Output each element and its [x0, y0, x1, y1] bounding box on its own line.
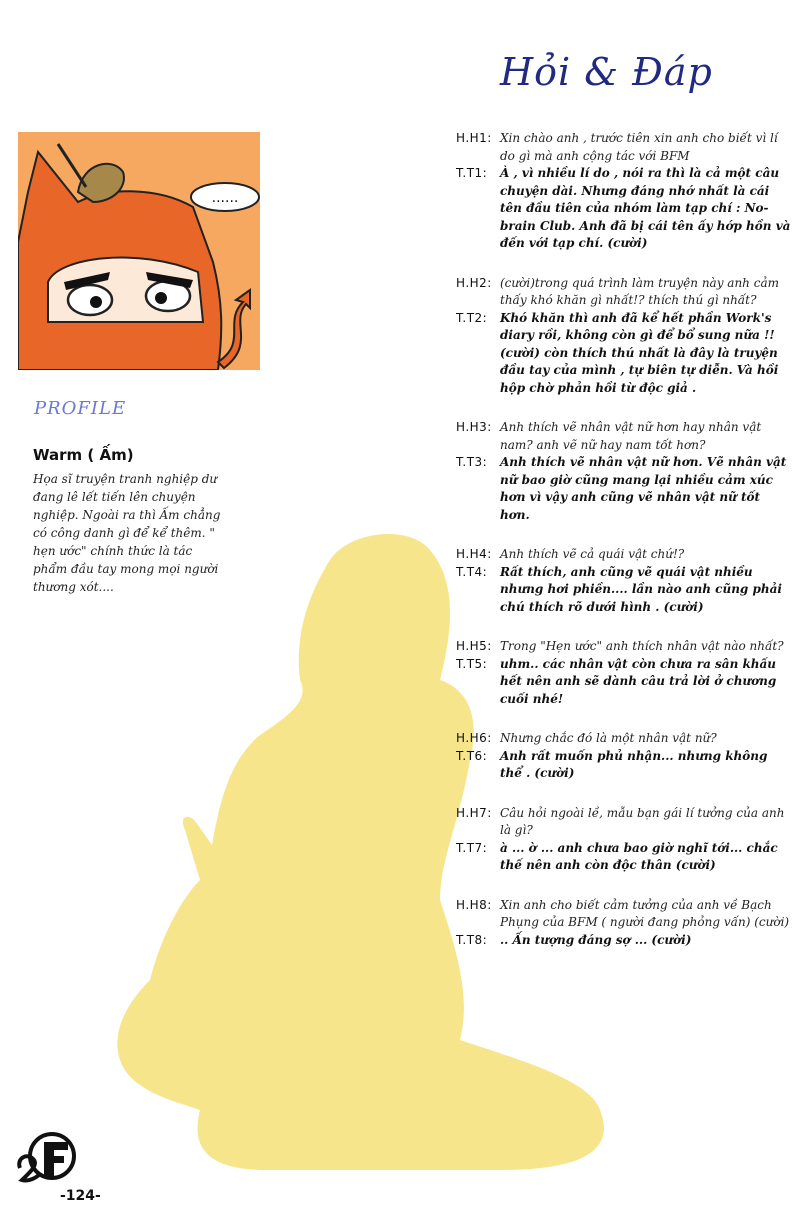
question-text: Xin chào anh , trước tiên xin anh cho biết vì lí do gì mà anh cộng tác với BFM: [500, 131, 778, 163]
page-number: -124-: [60, 1188, 101, 1204]
answer-tag: T.T3:: [456, 455, 488, 469]
answer-text: à ... ờ ... anh chưa bao giờ nghĩ tới... chắc thế nên anh còn độc thân (cười): [500, 840, 778, 872]
question-tag: H.H4:: [456, 547, 492, 561]
question-tag: H.H8:: [456, 897, 492, 912]
profile-name: Warm ( Ấm): [33, 446, 134, 464]
answer-tag: T.T4:: [456, 564, 488, 579]
qa-pair: [456, 419, 792, 524]
speech-bubble-text: ......: [211, 190, 239, 206]
profile-heading: PROFILE: [34, 398, 127, 419]
answer-tag: T.T2:: [456, 310, 488, 325]
qa-pair: [456, 546, 792, 616]
answer-text: Rất thích, anh cũng vẽ quái vật nhiều nhưng hơi phiền.... lần nào anh cũng phải chú thích rõ dưới hình . (cười): [500, 564, 782, 614]
question-tag: H.H2:: [456, 275, 492, 290]
answer-text: Anh thích vẽ nhân vật nữ hơn. Vẽ nhân vật nữ bao giờ cũng mang lại nhiều cảm xúc hơn vì vậy anh cũng vẽ nhân vật nữ tốt hơn.: [500, 455, 787, 522]
question-tag: H.H6:: [456, 731, 492, 745]
question-text: Nhưng chắc đó là một nhân vật nữ?: [500, 731, 717, 745]
qa-pair: [456, 275, 792, 398]
qa-pair: [456, 805, 792, 875]
answer-text: Anh rất muốn phủ nhận... nhưng không thể . (cười): [500, 748, 768, 780]
question-text: Trong "Hẹn ước" anh thích nhân vật nào nhất?: [500, 639, 784, 653]
answer-tag: T.T5:: [456, 656, 488, 671]
interview-section: [456, 130, 792, 971]
question-text: Anh thích vẽ nhân vật nữ hơn hay nhân vật nam? anh vẽ nữ hay nam tốt hơn?: [500, 420, 762, 452]
question-text: Anh thích vẽ cả quái vật chứ!?: [500, 547, 685, 561]
answer-text: À , vì nhiều lí do , nói ra thì là cả một câu chuyện dài. Nhưng đáng nhớ nhất là cái tên đầu tiên của nhóm làm tạp chí : No- brain Club. Anh đã bị cái tên ấy hớp hồn và đến với tạp chí. (cười): [500, 166, 791, 250]
question-tag: H.H1:: [456, 131, 492, 145]
publisher-logo-icon: [14, 1130, 82, 1192]
question-text: Câu hỏi ngoài lề, mẫu bạn gái lí tưởng của anh là gì?: [500, 805, 785, 837]
answer-text: uhm.. các nhân vật còn chưa ra sân khấu hết nên anh sẽ dành câu trả lời ở chương cuối nhé!: [500, 656, 777, 706]
page-title: Hỏi & Đáp: [500, 50, 713, 94]
qa-pair: [456, 638, 792, 708]
profile-bio: Họa sĩ truyện tranh nghiệp dư đang lê lết tiến lên chuyện nghiệp. Ngoài ra thì Ấm chẳng có công danh gì để kể thêm. " hẹn ước" chính thức là tác phẩm đầu tay mong mọi người thương xót....: [33, 472, 221, 594]
question-text: (cười)trong quá trình làm truyện này anh cảm thấy khó khăn gì nhất!? thích thú gì nhất?: [500, 275, 779, 307]
avatar: [18, 132, 260, 370]
answer-text: Khó khăn thì anh đã kể hết phần Work's diary rồi, không còn gì để bổ sung nữa !!(cười) còn thích thú nhất là đây là truyện đầu tay của mình , tự biên tự diễn. Và hồi hộp chờ phản hồi từ độc giả .: [500, 310, 779, 395]
qa-pair: [456, 730, 792, 783]
question-tag: H.H7:: [456, 805, 492, 820]
qa-pair: [456, 130, 792, 253]
question-tag: H.H3:: [456, 420, 492, 434]
question-tag: H.H5:: [456, 639, 492, 653]
qa-pair: [456, 897, 792, 950]
answer-text: .. Ấn tượng đáng sợ ... (cười): [500, 932, 692, 947]
answer-tag: T.T8:: [456, 932, 488, 947]
answer-tag: T.T6:: [456, 748, 488, 763]
question-text: Xin anh cho biết cảm tưởng của anh về Bạch Phụng của BFM ( người đang phỏng vấn) (cười): [500, 897, 790, 929]
answer-tag: T.T1:: [456, 166, 488, 180]
answer-tag: T.T7:: [456, 840, 488, 855]
